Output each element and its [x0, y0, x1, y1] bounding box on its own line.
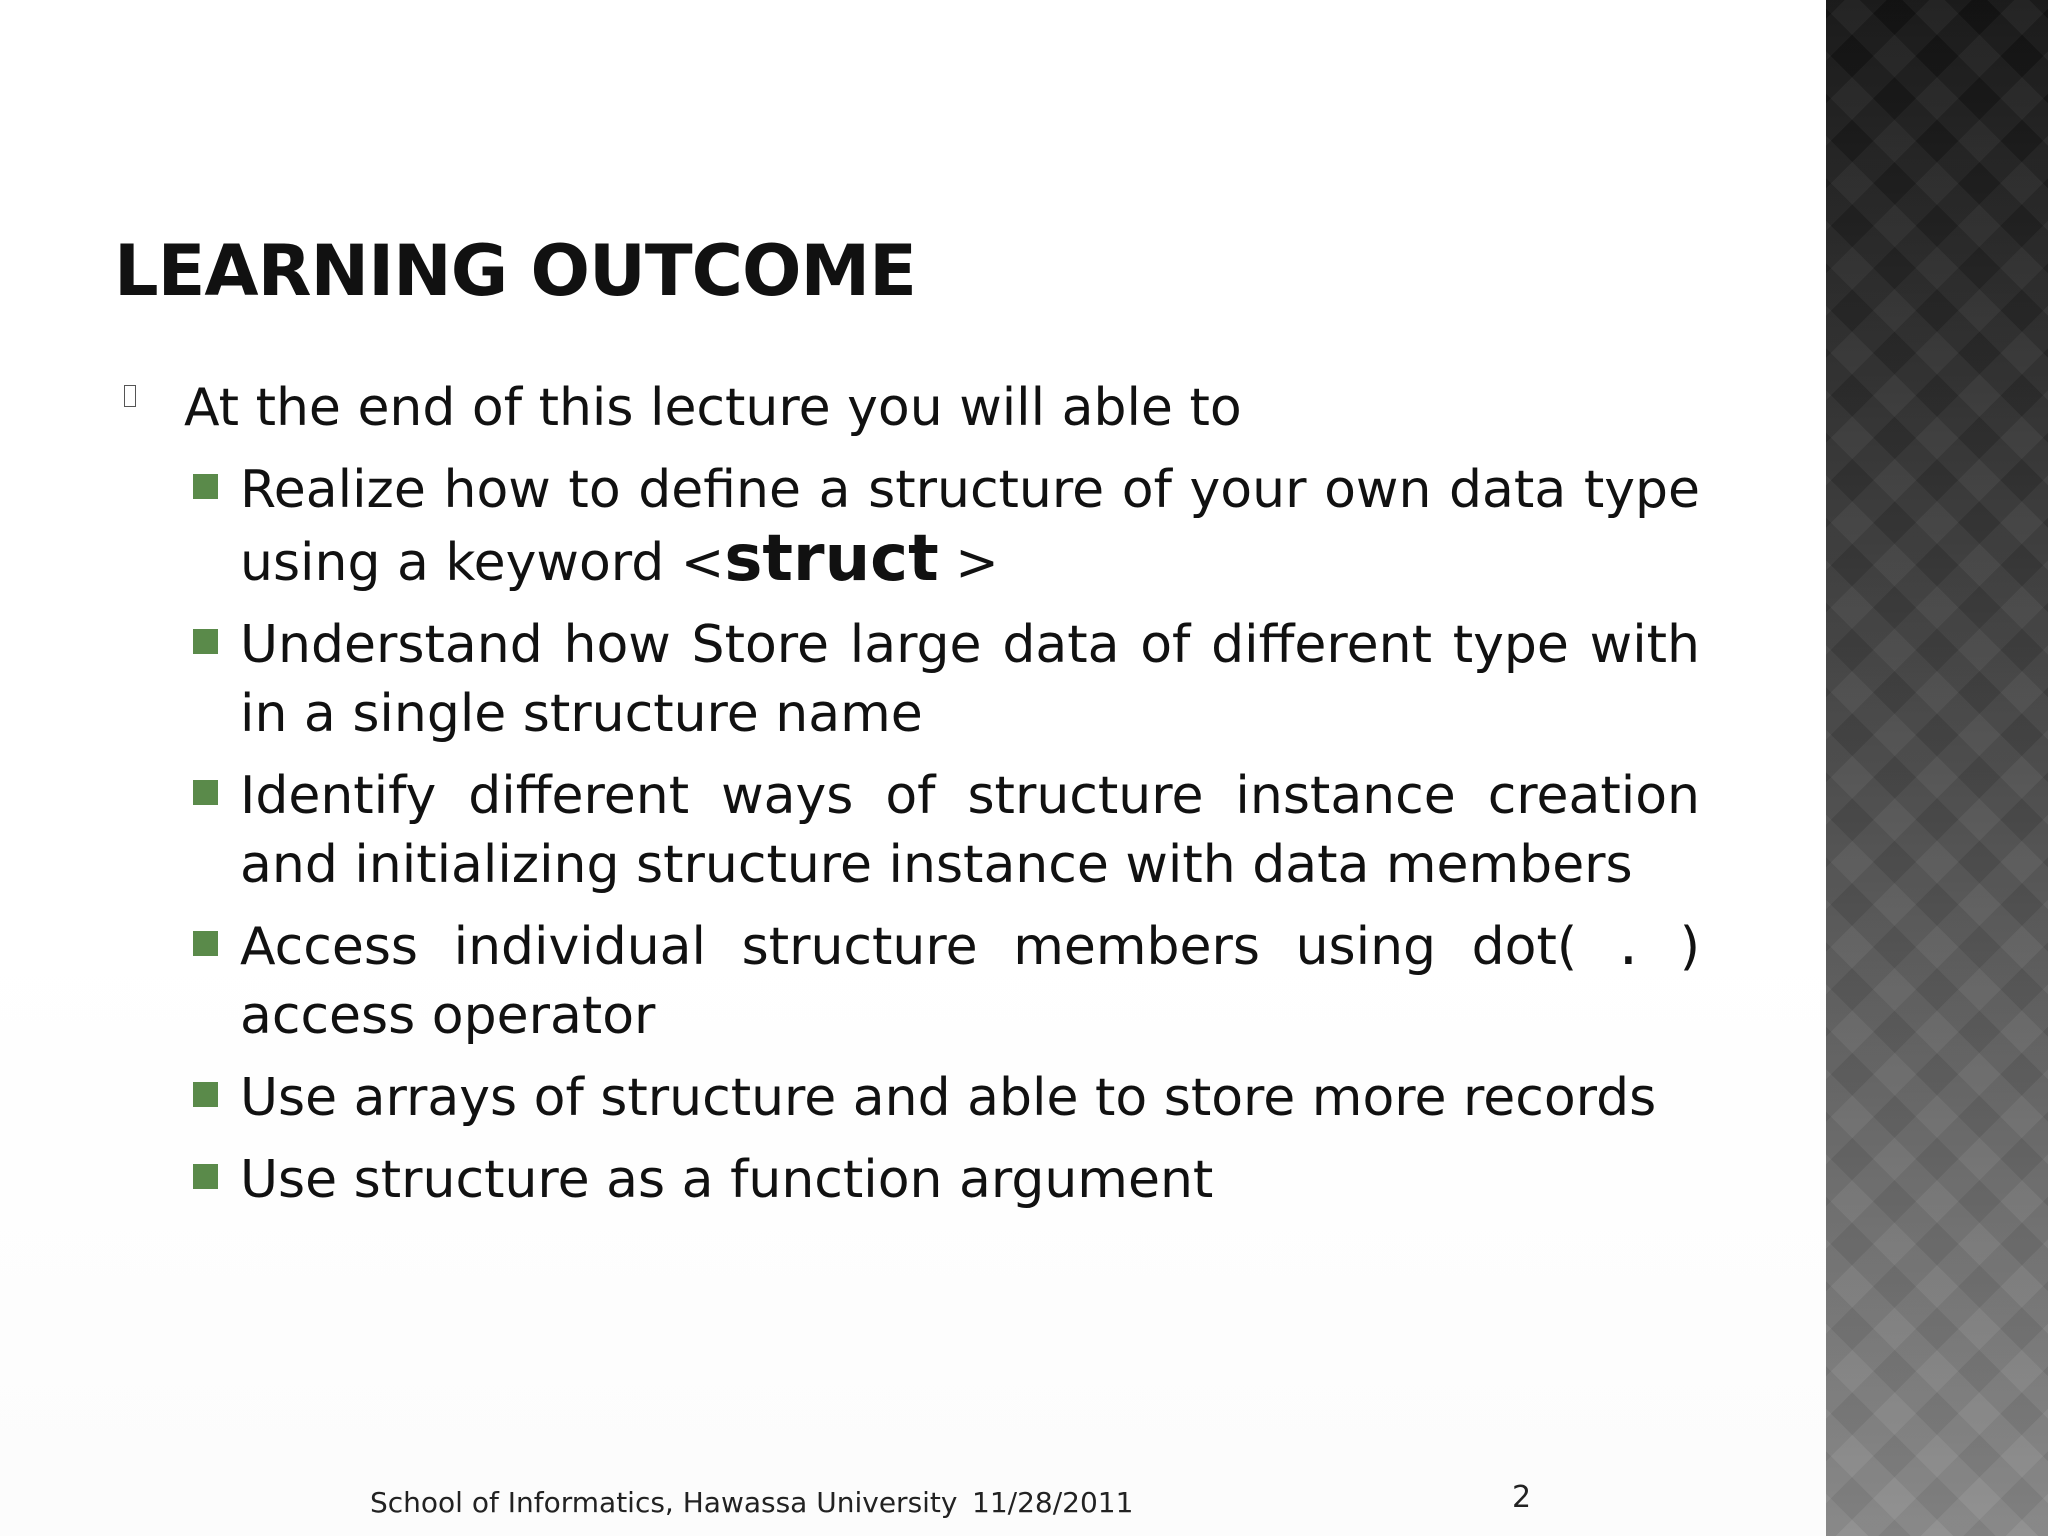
- square-bullet-icon: [193, 1082, 218, 1107]
- outcome-text: Use structure as a function argument: [240, 1150, 1214, 1210]
- outcome-text: Identify different ways of structure instance creation and initializing structure instance with data members: [240, 766, 1700, 895]
- square-bullet-icon: [193, 1164, 218, 1189]
- square-bullet-icon: [193, 780, 218, 805]
- dot-operator: .: [1612, 917, 1645, 977]
- outcome-item: [190, 611, 1700, 749]
- outcome-item: [190, 762, 1700, 900]
- square-bullet-icon: [193, 931, 218, 956]
- decorative-side-panel: [1826, 0, 2048, 1536]
- outcome-item: [190, 913, 1700, 1051]
- outcome-suffix: ) access operator: [240, 917, 1700, 1046]
- outcome-text: Use arrays of structure and able to store more records: [240, 1068, 1657, 1128]
- square-bullet-icon: [193, 474, 218, 499]
- intro-text: At the end of this lecture you will able to: [184, 378, 1242, 438]
- outcome-text: Access individual structure members using dot(: [240, 917, 1613, 977]
- page-number: 2: [1512, 1480, 1532, 1515]
- intro-line: [124, 376, 1242, 441]
- outcome-item: [190, 1146, 1700, 1215]
- outcome-suffix: >: [938, 533, 999, 593]
- outcome-list: [190, 456, 1700, 1228]
- outcome-text: Realize how to define a structure of your own data type using a keyword <: [240, 460, 1700, 593]
- outcome-item: [190, 456, 1700, 598]
- square-bullet-icon: [193, 629, 218, 654]
- keyword-struct: struct: [724, 522, 939, 596]
- slide-title: LEARNING OUTCOME: [114, 230, 916, 312]
- box-bullet-icon: [124, 385, 136, 407]
- footer-date: 11/28/2011: [972, 1486, 1134, 1519]
- outcome-text: Understand how Store large data of different type with in a single structure name: [240, 615, 1700, 744]
- outcome-item: [190, 1064, 1700, 1133]
- footer-school: School of Informatics, Hawassa University: [370, 1486, 958, 1519]
